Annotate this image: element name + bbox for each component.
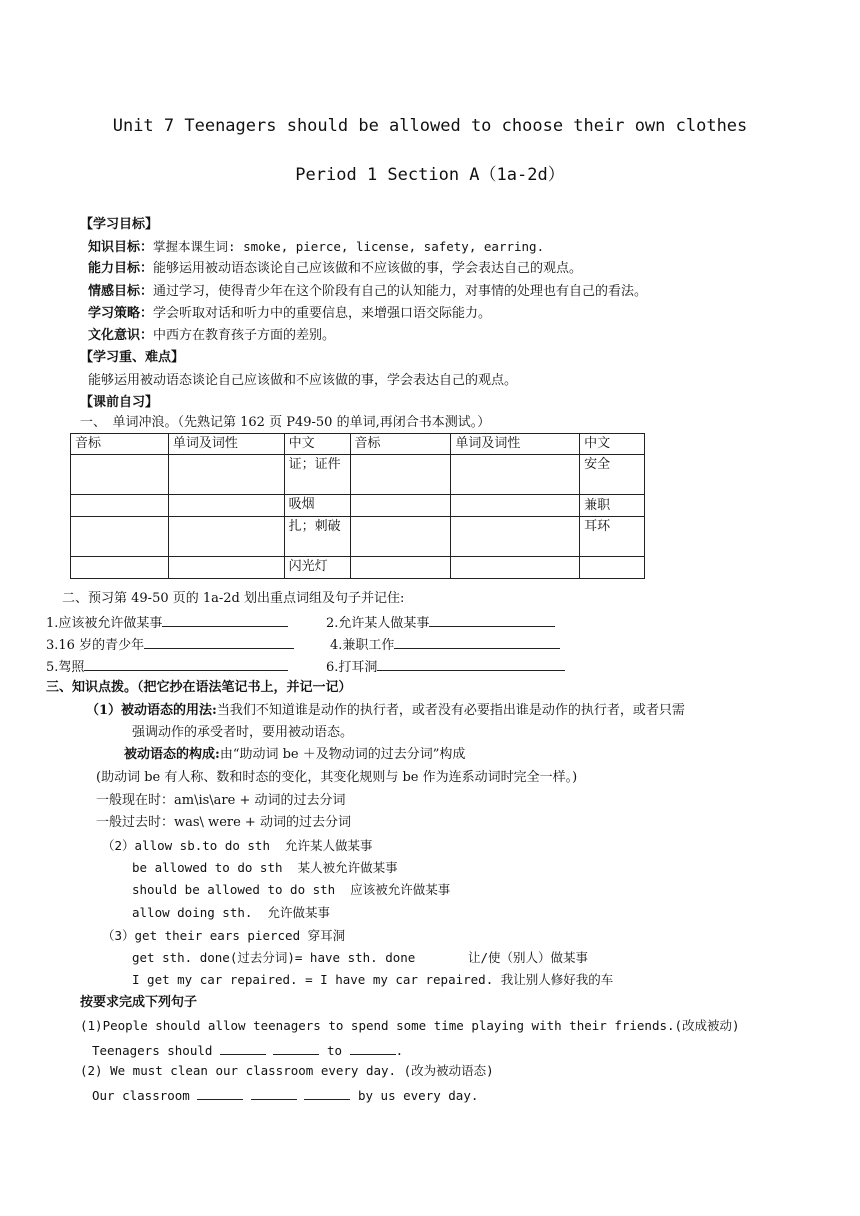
knowledge-label: （1）被动语态的用法: bbox=[86, 703, 217, 718]
exercise-heading: 按要求完成下列句子 bbox=[80, 995, 198, 1010]
table-cell[interactable] bbox=[350, 517, 451, 557]
table-row bbox=[71, 455, 645, 495]
answer-blank[interactable] bbox=[273, 1040, 319, 1055]
answer-blank[interactable] bbox=[84, 656, 288, 671]
phrase-item bbox=[46, 634, 294, 655]
goal-knowledge bbox=[88, 238, 544, 257]
table-cell[interactable] bbox=[168, 455, 284, 495]
exercise-q2: (2) We must clean our classroom every day. (改为被动语态) bbox=[80, 1063, 494, 1078]
answer-word: to bbox=[327, 1043, 343, 1058]
table-cell[interactable] bbox=[168, 517, 284, 557]
goal-text: 掌握本课生词: smoke, pierce, license, safety, earring. bbox=[153, 239, 545, 254]
table-header-row bbox=[71, 434, 645, 455]
table-cell[interactable] bbox=[168, 557, 284, 579]
knowledge-p2b: should be allowed to do sth 应该被允许做某事 bbox=[132, 882, 451, 897]
table-cell: 扎；刺破 bbox=[284, 517, 350, 557]
exercise-q2-answer bbox=[92, 1085, 478, 1105]
goal-label: 学习策略： bbox=[88, 306, 154, 321]
answer-suffix: by us every day. bbox=[357, 1088, 479, 1103]
table-row bbox=[71, 495, 645, 517]
phrase-item bbox=[326, 656, 565, 677]
page-subtitle: Period 1 Section A（1a-2d） bbox=[295, 165, 565, 185]
goal-text: 中西方在教育孩子方面的差别。 bbox=[153, 328, 336, 343]
knowledge-present: 一般现在时：am\is\are + 动词的过去分词 bbox=[96, 793, 346, 808]
keypoints-heading: 【学习重、难点】 bbox=[80, 350, 185, 365]
phrase-text: 6.打耳洞 bbox=[326, 660, 378, 675]
phrase-text: 5.驾照 bbox=[46, 660, 85, 675]
table-cell[interactable] bbox=[350, 495, 451, 517]
table-cell[interactable] bbox=[451, 495, 580, 517]
phrase-item bbox=[46, 612, 288, 633]
table-header: 单词及词性 bbox=[168, 434, 284, 455]
goal-strategy bbox=[88, 305, 491, 323]
table-header: 中文 bbox=[284, 434, 350, 455]
knowledge-heading: 三、知识点拨。（把它抄在语法笔记书上，并记一记） bbox=[46, 680, 352, 695]
table-cell[interactable] bbox=[451, 557, 580, 579]
goal-label: 情感目标： bbox=[88, 284, 154, 299]
knowledge-p1b bbox=[124, 746, 465, 764]
table-header: 音标 bbox=[71, 434, 169, 455]
table-cell[interactable] bbox=[580, 557, 645, 579]
knowledge-p1-cont: 强调动作的承受者时，要用被动语态。 bbox=[132, 725, 354, 740]
vocab-table bbox=[70, 433, 645, 579]
table-cell: 吸烟 bbox=[284, 495, 350, 517]
table-cell[interactable] bbox=[350, 455, 451, 495]
answer-blank[interactable] bbox=[394, 634, 560, 649]
exercise-q1: (1)People should allow teenagers to spend some time playing with their friends.(改成被动) bbox=[80, 1018, 740, 1033]
knowledge-p3a: get sth. done(过去分词)= have sth. done 让/使（别人）做某事 bbox=[132, 950, 589, 965]
table-cell[interactable] bbox=[71, 517, 169, 557]
answer-blank[interactable] bbox=[162, 612, 288, 627]
answer-blank[interactable] bbox=[251, 1085, 297, 1100]
table-cell[interactable] bbox=[71, 455, 169, 495]
goal-culture bbox=[88, 327, 335, 345]
answer-blank[interactable] bbox=[220, 1040, 266, 1055]
exercise-q1-answer bbox=[92, 1040, 403, 1060]
knowledge-p3b: I get my car repaired. = I have my car repaired. 我让别人修好我的车 bbox=[132, 972, 614, 987]
answer-blank[interactable] bbox=[377, 656, 565, 671]
table-cell[interactable] bbox=[451, 517, 580, 557]
knowledge-p2c: allow doing sth. 允许做某事 bbox=[132, 905, 330, 920]
table-header: 音标 bbox=[350, 434, 451, 455]
part2-instruction: 二、预习第 49-50 页的 1a-2d 划出重点词组及句子并记住: bbox=[62, 591, 405, 606]
knowledge-text: 由“助动词 be ＋及物动词的过去分词”构成 bbox=[219, 747, 466, 762]
answer-blank[interactable] bbox=[304, 1085, 350, 1100]
phrase-item bbox=[330, 634, 560, 655]
table-row bbox=[71, 517, 645, 557]
table-cell: 兼职 bbox=[580, 495, 645, 517]
table-cell[interactable] bbox=[451, 455, 580, 495]
table-cell[interactable] bbox=[168, 495, 284, 517]
table-cell: 证；证件 bbox=[284, 455, 350, 495]
goal-text: 通过学习，使得青少年在这个阶段有自己的认知能力，对事情的处理也有自己的看法。 bbox=[153, 284, 648, 299]
table-cell: 耳环 bbox=[580, 517, 645, 557]
table-header: 中文 bbox=[580, 434, 645, 455]
knowledge-text: 当我们不知道谁是动作的执行者，或者没有必要指出谁是动作的执行者，或者只需 bbox=[216, 703, 685, 718]
knowledge-p3: （3）get their ears pierced 穿耳洞 bbox=[102, 928, 346, 943]
keypoints-text: 能够运用被动语态谈论自己应该做和不应该做的事，学会表达自己的观点。 bbox=[88, 373, 518, 388]
table-header: 单词及词性 bbox=[451, 434, 580, 455]
phrase-text: 4.兼职工作 bbox=[330, 638, 395, 653]
phrase-item bbox=[46, 656, 288, 677]
goal-label: 文化意识： bbox=[88, 328, 154, 343]
goal-label: 知识目标： bbox=[88, 240, 154, 255]
knowledge-p1c: (助动词 be 有人称、数和时态的变化，其变化规则与 be 作为连系动词时完全一样。) bbox=[96, 770, 578, 785]
answer-blank[interactable] bbox=[429, 612, 555, 627]
knowledge-p1 bbox=[86, 702, 685, 720]
table-cell[interactable] bbox=[71, 495, 169, 517]
phrase-text: 3.16 岁的青少年 bbox=[46, 638, 145, 653]
answer-prefix: Teenagers should bbox=[92, 1043, 213, 1058]
answer-blank[interactable] bbox=[350, 1040, 396, 1055]
part1-instruction: 一、 单词冲浪。（先熟记第 162 页 P49-50 的单词,再闭合书本测试。） bbox=[80, 415, 491, 430]
knowledge-p2: （2）allow sb.to do sth 允许某人做某事 bbox=[102, 838, 373, 853]
table-cell[interactable] bbox=[71, 557, 169, 579]
phrase-text: 1.应该被允许做某事 bbox=[46, 616, 163, 631]
goal-text: 学会听取对话和听力中的重要信息，来增强口语交际能力。 bbox=[153, 306, 492, 321]
goals-heading: 【学习目标】 bbox=[80, 217, 159, 232]
selfstudy-heading: 【课前自习】 bbox=[80, 395, 159, 410]
knowledge-p2a: be allowed to do sth 某人被允许做某事 bbox=[132, 860, 398, 875]
page-title: Unit 7 Teenagers should be allowed to choose their own clothes bbox=[112, 116, 748, 136]
table-cell: 闪光灯 bbox=[284, 557, 350, 579]
goal-emotion bbox=[88, 283, 647, 301]
table-row bbox=[71, 557, 645, 579]
knowledge-past: 一般过去时：was\ were + 动词的过去分词 bbox=[96, 815, 351, 830]
answer-blank[interactable] bbox=[144, 634, 294, 649]
table-cell: 安全 bbox=[580, 455, 645, 495]
goal-label: 能力目标： bbox=[88, 261, 154, 276]
goal-ability bbox=[88, 260, 582, 278]
knowledge-label: 被动语态的构成: bbox=[124, 747, 220, 762]
table-cell[interactable] bbox=[350, 557, 451, 579]
answer-blank[interactable] bbox=[197, 1085, 243, 1100]
phrase-item bbox=[326, 612, 555, 633]
phrase-text: 2.允许某人做某事 bbox=[326, 616, 430, 631]
answer-end: . bbox=[395, 1043, 404, 1058]
goal-text: 能够运用被动语态谈论自己应该做和不应该做的事，学会表达自己的观点。 bbox=[153, 261, 583, 276]
answer-prefix: Our classroom bbox=[92, 1088, 190, 1103]
